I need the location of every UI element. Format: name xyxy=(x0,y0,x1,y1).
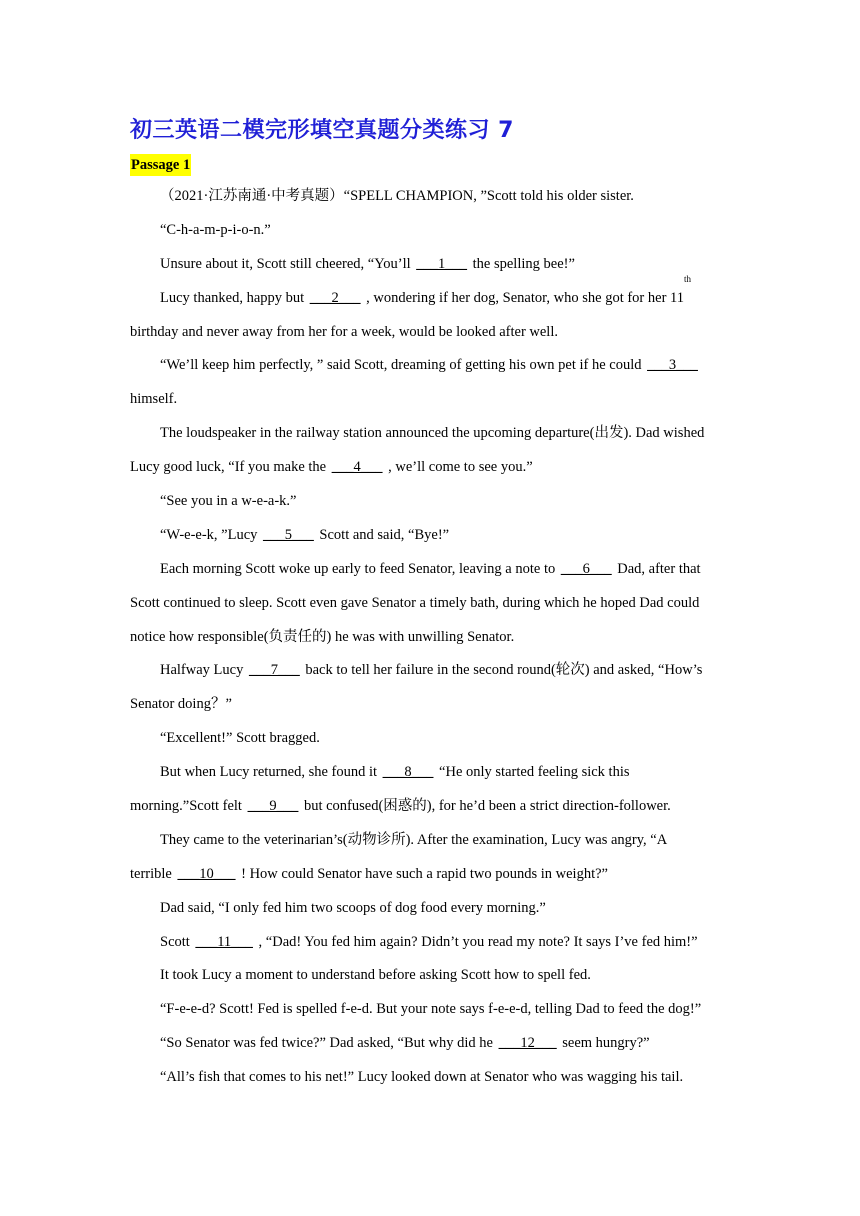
text-run: , we’ll come to see you.” xyxy=(384,459,533,476)
passage-line xyxy=(130,417,730,451)
text-run: “C-h-a-m-p-i-o-n.” xyxy=(160,221,271,238)
passage-line xyxy=(130,756,730,790)
text-run: himself. xyxy=(130,391,178,408)
text-run: the spelling bee!” xyxy=(469,255,575,272)
passage-line xyxy=(130,824,730,858)
passage-line xyxy=(130,383,730,417)
text-run: Dad said, “I only fed him two scoops of dog food every morning.” xyxy=(160,899,546,916)
text-run: ! How could Senator have such a rapid two pounds in weight?” xyxy=(237,865,608,882)
blank-number: ___1___ xyxy=(416,255,468,272)
text-run: Dad, after that xyxy=(613,560,701,577)
text-run: Scott and said, “Bye!” xyxy=(315,526,450,543)
passage-line xyxy=(130,587,730,621)
passage-line xyxy=(130,485,730,519)
passage-body xyxy=(130,180,730,1095)
text-run: “All’s fish that comes to his net!” Lucy looked down at Senator who was wagging his tail. xyxy=(160,1069,684,1086)
text-run: Senator doing？” xyxy=(130,696,232,713)
text-run: “He only started feeling sick this xyxy=(435,764,630,781)
blank-number: ___11___ xyxy=(195,933,253,950)
passage-line xyxy=(130,654,730,688)
passage-line xyxy=(130,993,730,1027)
blank-number: ___4___ xyxy=(331,459,383,476)
passage-line xyxy=(130,722,730,756)
passage-line xyxy=(130,553,730,587)
passage-line xyxy=(130,790,730,824)
passage-line xyxy=(130,621,730,655)
blank-number: ___3___ xyxy=(647,357,698,374)
text-run: seem hungry?” xyxy=(558,1035,650,1052)
text-run: Lucy good luck, “If you make the xyxy=(130,459,330,476)
passage-line xyxy=(130,349,730,383)
passage-line xyxy=(130,688,730,722)
blank-number: ___8___ xyxy=(382,764,434,781)
passage-line xyxy=(130,959,730,993)
passage-line xyxy=(130,926,730,960)
text-run: but confused(困惑的), for he’d been a strict direction-follower. xyxy=(300,798,671,815)
passage-line xyxy=(130,892,730,926)
text-run: “F-e-e-d? Scott! Fed is spelled f-e-d. But your note says f-e-e-d, telling Dad to feed the dog!” xyxy=(160,1001,702,1018)
text-run: Scott xyxy=(160,933,194,950)
passage-line xyxy=(130,858,730,892)
passage-line xyxy=(130,214,730,248)
passage-line xyxy=(130,316,730,350)
text-run: It took Lucy a moment to understand before asking Scott how to spell fed. xyxy=(160,967,591,984)
text-run: “See you in a w-e-a-k.” xyxy=(160,493,297,510)
blank-number: ___10___ xyxy=(177,865,236,882)
superscript: th xyxy=(683,273,691,284)
text-run: “Excellent!” Scott bragged. xyxy=(160,730,320,747)
blank-number: ___7___ xyxy=(248,662,300,679)
text-run: terrible xyxy=(130,865,176,882)
document-title: 初三英语二模完形填空真题分类练习 7 xyxy=(130,118,514,143)
passage-line xyxy=(130,248,730,282)
text-run: birthday and never away from her for a week, would be looked after well. xyxy=(130,323,558,340)
text-run: , wondering if her dog, Senator, who she got for her 11 xyxy=(362,289,684,306)
passage-line xyxy=(130,273,730,316)
passage-line xyxy=(130,519,730,553)
blank-number: ___9___ xyxy=(247,798,299,815)
passage-line xyxy=(130,180,730,214)
blank-number: ___6___ xyxy=(560,560,612,577)
blank-number: ___2___ xyxy=(309,289,361,306)
text-run: morning.”Scott felt xyxy=(130,798,246,815)
text-run: （2021·江苏南通·中考真题）“SPELL CHAMPION, ”Scott told his older sister. xyxy=(160,188,634,204)
text-run: “So Senator was fed twice?” Dad asked, “But why did he xyxy=(160,1035,497,1052)
text-run: back to tell her failure in the second round(轮次) and asked, “How’s xyxy=(301,662,703,679)
passage-line xyxy=(130,1027,730,1061)
text-run: Unsure about it, Scott still cheered, “You’ll xyxy=(160,255,415,272)
text-run: Scott continued to sleep. Scott even gave Senator a timely bath, during which he hoped Dad could xyxy=(130,594,700,611)
passage-line xyxy=(130,451,730,485)
passage-line xyxy=(130,1061,730,1095)
text-run: Lucy thanked, happy but xyxy=(160,289,308,306)
text-run: Halfway Lucy xyxy=(160,662,247,679)
text-run: But when Lucy returned, she found it xyxy=(160,764,381,781)
passage-label: Passage 1 xyxy=(130,154,191,176)
text-run: notice how responsible(负责任的) he was with unwilling Senator. xyxy=(130,628,515,645)
text-run: They came to the veterinarian’s(动物诊所). After the examination, Lucy was angry, “A xyxy=(160,831,668,848)
text-run: “We’ll keep him perfectly, ” said Scott, dreaming of getting his own pet if he could xyxy=(160,357,646,374)
text-run: , “Dad! You fed him again? Didn’t you read my note? It says I’ve fed him!” xyxy=(254,933,698,950)
blank-number: ___12___ xyxy=(498,1035,557,1052)
text-run: Each morning Scott woke up early to feed Senator, leaving a note to xyxy=(160,560,559,577)
blank-number: ___5___ xyxy=(263,526,314,543)
text-run: The loudspeaker in the railway station announced the upcoming departure(出发). Dad wished xyxy=(160,425,705,442)
text-run: “W-e-e-k, ”Lucy xyxy=(160,526,262,543)
